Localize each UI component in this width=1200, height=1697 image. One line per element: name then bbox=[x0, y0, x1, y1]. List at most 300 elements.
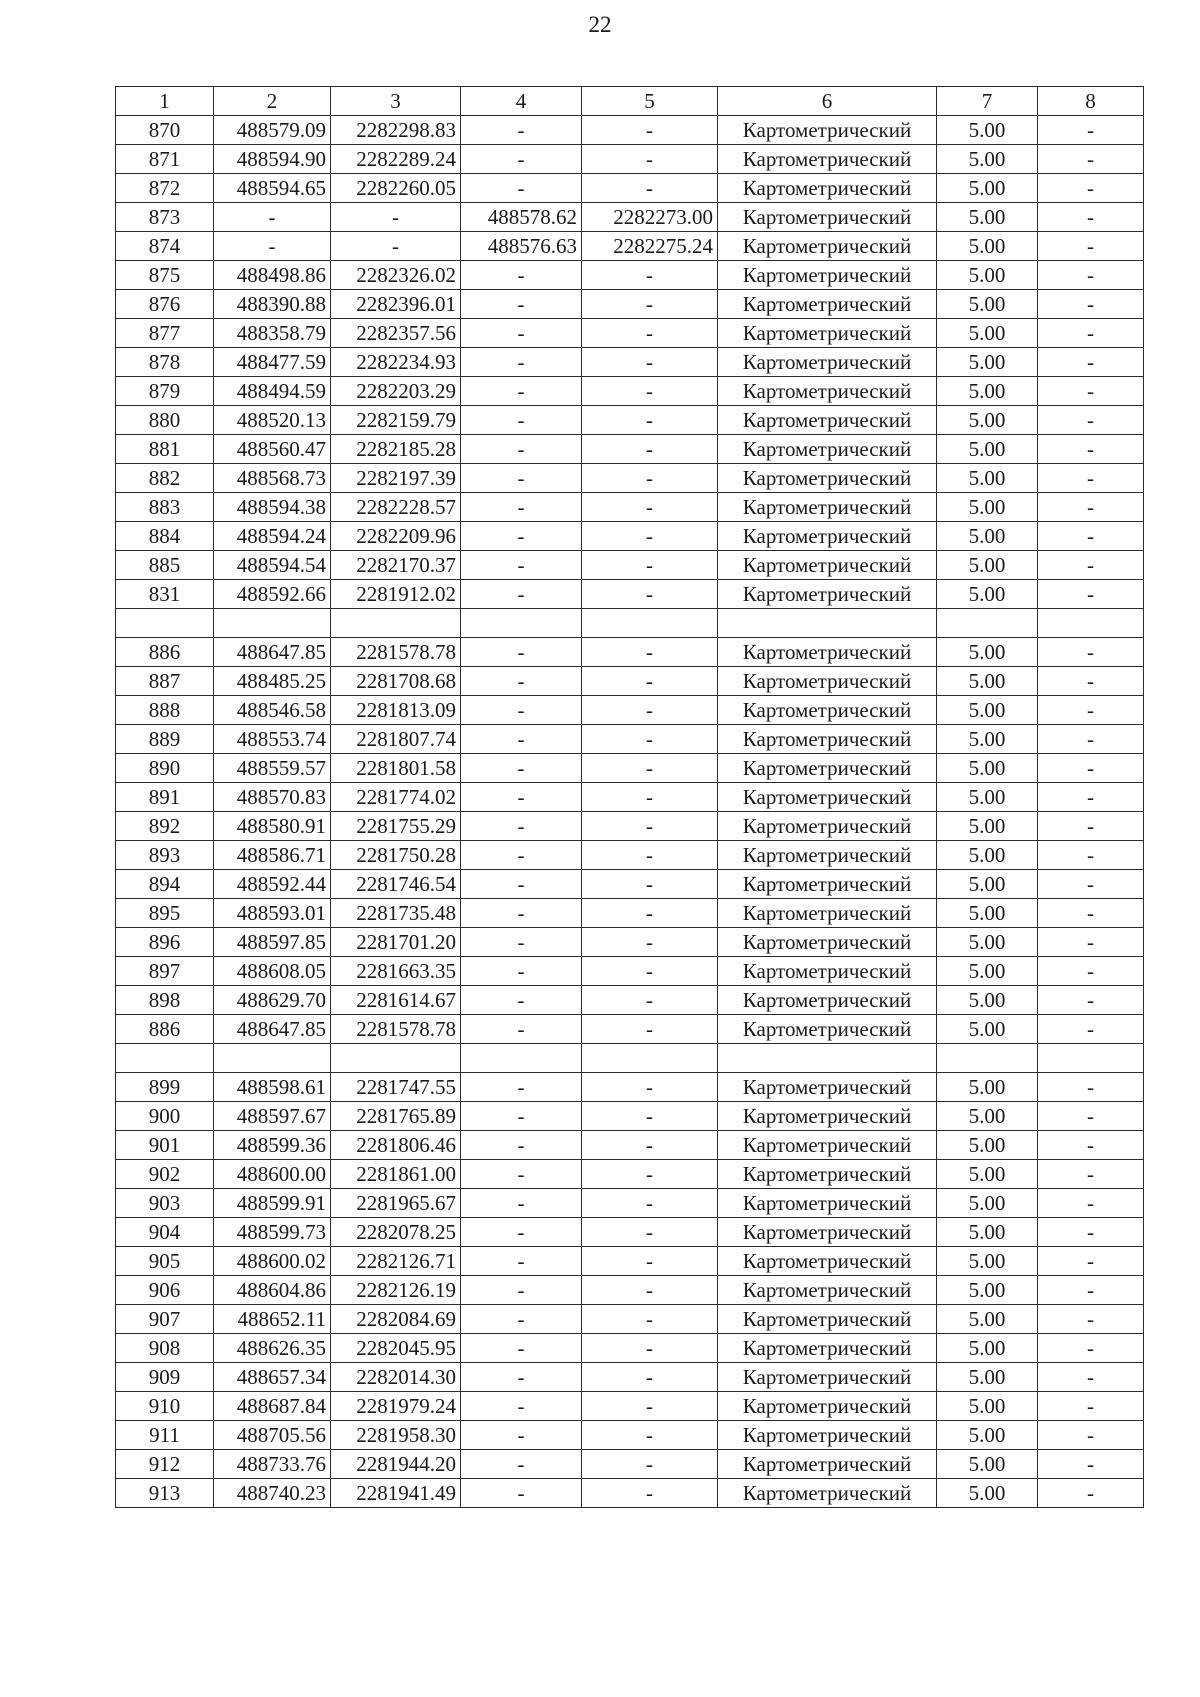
y-coordinate-cell: 2282228.57 bbox=[331, 493, 461, 522]
note-cell: - bbox=[1038, 1450, 1144, 1479]
accuracy-cell: 5.00 bbox=[937, 1392, 1038, 1421]
y-coordinate-cell: 2282014.30 bbox=[331, 1363, 461, 1392]
x-new-coordinate-cell: - bbox=[461, 841, 582, 870]
point-number-cell: 912 bbox=[116, 1450, 214, 1479]
point-number-cell: 890 bbox=[116, 754, 214, 783]
y-new-coordinate-cell: - bbox=[582, 551, 718, 580]
table-row bbox=[116, 1189, 1144, 1218]
x-new-coordinate-cell: - bbox=[461, 551, 582, 580]
point-number-cell: 911 bbox=[116, 1421, 214, 1450]
y-new-coordinate-cell: - bbox=[582, 174, 718, 203]
y-coordinate-cell: 2281912.02 bbox=[331, 580, 461, 609]
accuracy-cell: 5.00 bbox=[937, 464, 1038, 493]
y-new-coordinate-cell: - bbox=[582, 957, 718, 986]
table-row bbox=[116, 725, 1144, 754]
y-coordinate-cell: 2281965.67 bbox=[331, 1189, 461, 1218]
x-new-coordinate-cell: - bbox=[461, 174, 582, 203]
note-cell: - bbox=[1038, 1276, 1144, 1305]
y-new-coordinate-cell: - bbox=[582, 261, 718, 290]
table-row bbox=[116, 435, 1144, 464]
y-new-coordinate-cell: - bbox=[582, 1450, 718, 1479]
accuracy-cell: 5.00 bbox=[937, 580, 1038, 609]
y-coordinate-cell: 2281701.20 bbox=[331, 928, 461, 957]
note-cell: - bbox=[1038, 696, 1144, 725]
x-coordinate-cell: 488592.44 bbox=[214, 870, 331, 899]
accuracy-cell: 5.00 bbox=[937, 261, 1038, 290]
accuracy-cell: 5.00 bbox=[937, 522, 1038, 551]
x-new-coordinate-cell: - bbox=[461, 928, 582, 957]
note-cell: - bbox=[1038, 1392, 1144, 1421]
x-coordinate-cell: 488687.84 bbox=[214, 1392, 331, 1421]
x-new-coordinate-cell: - bbox=[461, 1392, 582, 1421]
accuracy-cell: 5.00 bbox=[937, 1334, 1038, 1363]
x-new-coordinate-cell: - bbox=[461, 522, 582, 551]
y-new-coordinate-cell: - bbox=[582, 1276, 718, 1305]
y-new-coordinate-cell: - bbox=[582, 899, 718, 928]
method-cell: Картометрический bbox=[718, 1189, 937, 1218]
y-coordinate-cell: 2281765.89 bbox=[331, 1102, 461, 1131]
y-coordinate-cell: 2282203.29 bbox=[331, 377, 461, 406]
method-cell: Картометрический bbox=[718, 406, 937, 435]
method-cell: Картометрический bbox=[718, 290, 937, 319]
method-cell: Картометрический bbox=[718, 754, 937, 783]
y-new-coordinate-cell: - bbox=[582, 725, 718, 754]
accuracy-cell: 5.00 bbox=[937, 1218, 1038, 1247]
method-cell: Картометрический bbox=[718, 1276, 937, 1305]
accuracy-cell: 5.00 bbox=[937, 870, 1038, 899]
y-new-coordinate-cell: - bbox=[582, 145, 718, 174]
method-cell: Картометрический bbox=[718, 1102, 937, 1131]
point-number-cell: 904 bbox=[116, 1218, 214, 1247]
x-new-coordinate-cell: - bbox=[461, 1218, 582, 1247]
x-coordinate-cell: 488568.73 bbox=[214, 464, 331, 493]
note-cell: - bbox=[1038, 580, 1144, 609]
x-coordinate-cell: 488594.90 bbox=[214, 145, 331, 174]
y-new-coordinate-cell: - bbox=[582, 1073, 718, 1102]
accuracy-cell: 5.00 bbox=[937, 638, 1038, 667]
note-cell: - bbox=[1038, 145, 1144, 174]
accuracy-cell: 5.00 bbox=[937, 1363, 1038, 1392]
table-row bbox=[116, 1392, 1144, 1421]
note-cell: - bbox=[1038, 551, 1144, 580]
note-cell: - bbox=[1038, 754, 1144, 783]
x-coordinate-cell: 488586.71 bbox=[214, 841, 331, 870]
x-coordinate-cell: 488546.58 bbox=[214, 696, 331, 725]
table-row bbox=[116, 986, 1144, 1015]
x-coordinate-cell: 488608.05 bbox=[214, 957, 331, 986]
y-new-coordinate-cell: - bbox=[582, 870, 718, 899]
x-coordinate-cell: 488494.59 bbox=[214, 377, 331, 406]
table-row bbox=[116, 1160, 1144, 1189]
y-coordinate-cell: 2282078.25 bbox=[331, 1218, 461, 1247]
table-row bbox=[116, 174, 1144, 203]
note-cell: - bbox=[1038, 957, 1144, 986]
table-row bbox=[116, 377, 1144, 406]
method-cell: Картометрический bbox=[718, 522, 937, 551]
x-coordinate-cell: 488626.35 bbox=[214, 1334, 331, 1363]
x-coordinate-cell: 488597.85 bbox=[214, 928, 331, 957]
table-row bbox=[116, 464, 1144, 493]
method-cell: Картометрический bbox=[718, 1160, 937, 1189]
y-new-coordinate-cell: - bbox=[582, 116, 718, 145]
point-number-cell: 874 bbox=[116, 232, 214, 261]
point-number-cell: 888 bbox=[116, 696, 214, 725]
table-row bbox=[116, 812, 1144, 841]
table-row bbox=[116, 1247, 1144, 1276]
x-coordinate-cell: 488604.86 bbox=[214, 1276, 331, 1305]
x-new-coordinate-cell: - bbox=[461, 1131, 582, 1160]
x-new-coordinate-cell: - bbox=[461, 1189, 582, 1218]
method-cell: Картометрический bbox=[718, 928, 937, 957]
point-number-cell: 906 bbox=[116, 1276, 214, 1305]
table-row bbox=[116, 667, 1144, 696]
x-new-coordinate-cell: - bbox=[461, 580, 582, 609]
accuracy-cell: 5.00 bbox=[937, 1479, 1038, 1508]
y-new-coordinate-cell: - bbox=[582, 1247, 718, 1276]
accuracy-cell: 5.00 bbox=[937, 1247, 1038, 1276]
x-coordinate-cell: 488705.56 bbox=[214, 1421, 331, 1450]
x-new-coordinate-cell: - bbox=[461, 754, 582, 783]
accuracy-cell: 5.00 bbox=[937, 667, 1038, 696]
method-cell: Картометрический bbox=[718, 174, 937, 203]
method-cell: Картометрический bbox=[718, 870, 937, 899]
note-cell: - bbox=[1038, 319, 1144, 348]
point-number-cell: 903 bbox=[116, 1189, 214, 1218]
x-new-coordinate-cell: - bbox=[461, 1450, 582, 1479]
note-cell: - bbox=[1038, 928, 1144, 957]
y-coordinate-cell: 2282298.83 bbox=[331, 116, 461, 145]
x-new-coordinate-cell: - bbox=[461, 435, 582, 464]
x-coordinate-cell: 488358.79 bbox=[214, 319, 331, 348]
x-coordinate-cell: 488599.91 bbox=[214, 1189, 331, 1218]
y-new-coordinate-cell: - bbox=[582, 319, 718, 348]
table-row bbox=[116, 290, 1144, 319]
y-coordinate-cell: 2281746.54 bbox=[331, 870, 461, 899]
table-row bbox=[116, 1334, 1144, 1363]
x-new-coordinate-cell: - bbox=[461, 1305, 582, 1334]
point-number-cell: 878 bbox=[116, 348, 214, 377]
point-number-cell: 886 bbox=[116, 638, 214, 667]
x-new-coordinate-cell: 488576.63 bbox=[461, 232, 582, 261]
note-cell: - bbox=[1038, 406, 1144, 435]
y-new-coordinate-cell bbox=[582, 1044, 718, 1073]
note-cell: - bbox=[1038, 870, 1144, 899]
method-cell: Картометрический bbox=[718, 1131, 937, 1160]
coordinates-table bbox=[115, 86, 1144, 1508]
point-number-cell: 910 bbox=[116, 1392, 214, 1421]
point-number-cell: 880 bbox=[116, 406, 214, 435]
y-coordinate-cell: 2282289.24 bbox=[331, 145, 461, 174]
y-coordinate-cell: 2281614.67 bbox=[331, 986, 461, 1015]
x-new-coordinate-cell: - bbox=[461, 1363, 582, 1392]
accuracy-cell bbox=[937, 609, 1038, 638]
y-new-coordinate-cell: - bbox=[582, 1160, 718, 1189]
x-coordinate-cell bbox=[214, 609, 331, 638]
x-coordinate-cell: 488594.65 bbox=[214, 174, 331, 203]
accuracy-cell: 5.00 bbox=[937, 1102, 1038, 1131]
method-cell: Картометрический bbox=[718, 551, 937, 580]
y-coordinate-cell: 2282170.37 bbox=[331, 551, 461, 580]
x-new-coordinate-cell: - bbox=[461, 377, 582, 406]
method-cell: Картометрический bbox=[718, 638, 937, 667]
y-new-coordinate-cell: - bbox=[582, 783, 718, 812]
accuracy-cell: 5.00 bbox=[937, 1276, 1038, 1305]
x-new-coordinate-cell bbox=[461, 609, 582, 638]
accuracy-cell: 5.00 bbox=[937, 812, 1038, 841]
x-coordinate-cell: 488580.91 bbox=[214, 812, 331, 841]
table-row bbox=[116, 1044, 1144, 1073]
note-cell: - bbox=[1038, 1102, 1144, 1131]
table-row bbox=[116, 580, 1144, 609]
y-coordinate-cell: 2282396.01 bbox=[331, 290, 461, 319]
note-cell: - bbox=[1038, 435, 1144, 464]
column-header: 2 bbox=[214, 87, 331, 116]
accuracy-cell: 5.00 bbox=[937, 1450, 1038, 1479]
x-coordinate-cell: 488579.09 bbox=[214, 116, 331, 145]
x-new-coordinate-cell: - bbox=[461, 1015, 582, 1044]
point-number-cell bbox=[116, 609, 214, 638]
y-new-coordinate-cell: 2282273.00 bbox=[582, 203, 718, 232]
table-header-row bbox=[116, 87, 1144, 116]
y-new-coordinate-cell: - bbox=[582, 1363, 718, 1392]
x-coordinate-cell: 488559.57 bbox=[214, 754, 331, 783]
note-cell: - bbox=[1038, 116, 1144, 145]
y-new-coordinate-cell: - bbox=[582, 1131, 718, 1160]
y-new-coordinate-cell: - bbox=[582, 1218, 718, 1247]
y-coordinate-cell: - bbox=[331, 232, 461, 261]
y-new-coordinate-cell: - bbox=[582, 290, 718, 319]
note-cell: - bbox=[1038, 986, 1144, 1015]
method-cell: Картометрический bbox=[718, 899, 937, 928]
y-new-coordinate-cell bbox=[582, 609, 718, 638]
point-number-cell: 882 bbox=[116, 464, 214, 493]
table-row bbox=[116, 1305, 1144, 1334]
x-coordinate-cell: 488594.54 bbox=[214, 551, 331, 580]
x-new-coordinate-cell: - bbox=[461, 1073, 582, 1102]
point-number-cell: 897 bbox=[116, 957, 214, 986]
y-coordinate-cell: 2281735.48 bbox=[331, 899, 461, 928]
table-row bbox=[116, 522, 1144, 551]
method-cell: Картометрический bbox=[718, 1015, 937, 1044]
accuracy-cell bbox=[937, 1044, 1038, 1073]
y-new-coordinate-cell: - bbox=[582, 580, 718, 609]
accuracy-cell: 5.00 bbox=[937, 754, 1038, 783]
x-coordinate-cell: 488733.76 bbox=[214, 1450, 331, 1479]
accuracy-cell: 5.00 bbox=[937, 290, 1038, 319]
table-row bbox=[116, 957, 1144, 986]
y-coordinate-cell: 2281750.28 bbox=[331, 841, 461, 870]
table-row bbox=[116, 1450, 1144, 1479]
x-new-coordinate-cell bbox=[461, 1044, 582, 1073]
x-coordinate-cell: 488647.85 bbox=[214, 1015, 331, 1044]
point-number-cell: 876 bbox=[116, 290, 214, 319]
x-coordinate-cell: 488592.66 bbox=[214, 580, 331, 609]
method-cell: Картометрический bbox=[718, 261, 937, 290]
note-cell bbox=[1038, 609, 1144, 638]
y-coordinate-cell: 2281708.68 bbox=[331, 667, 461, 696]
point-number-cell: 831 bbox=[116, 580, 214, 609]
point-number-cell: 872 bbox=[116, 174, 214, 203]
column-header: 4 bbox=[461, 87, 582, 116]
note-cell: - bbox=[1038, 493, 1144, 522]
table-row bbox=[116, 870, 1144, 899]
y-new-coordinate-cell: - bbox=[582, 493, 718, 522]
x-coordinate-cell: 488485.25 bbox=[214, 667, 331, 696]
x-new-coordinate-cell: - bbox=[461, 348, 582, 377]
x-coordinate-cell: 488647.85 bbox=[214, 638, 331, 667]
y-new-coordinate-cell: - bbox=[582, 1392, 718, 1421]
note-cell: - bbox=[1038, 1334, 1144, 1363]
point-number-cell: 902 bbox=[116, 1160, 214, 1189]
table-row bbox=[116, 1131, 1144, 1160]
accuracy-cell: 5.00 bbox=[937, 1189, 1038, 1218]
x-new-coordinate-cell: - bbox=[461, 1160, 582, 1189]
point-number-cell: 871 bbox=[116, 145, 214, 174]
note-cell: - bbox=[1038, 1189, 1144, 1218]
y-coordinate-cell: 2282126.19 bbox=[331, 1276, 461, 1305]
x-coordinate-cell: 488652.11 bbox=[214, 1305, 331, 1334]
method-cell: Картометрический bbox=[718, 957, 937, 986]
note-cell: - bbox=[1038, 1160, 1144, 1189]
note-cell: - bbox=[1038, 1479, 1144, 1508]
accuracy-cell: 5.00 bbox=[937, 1160, 1038, 1189]
table-row bbox=[116, 116, 1144, 145]
method-cell bbox=[718, 1044, 937, 1073]
table-row bbox=[116, 1479, 1144, 1508]
note-cell: - bbox=[1038, 638, 1144, 667]
accuracy-cell: 5.00 bbox=[937, 928, 1038, 957]
accuracy-cell: 5.00 bbox=[937, 1421, 1038, 1450]
method-cell: Картометрический bbox=[718, 348, 937, 377]
note-cell: - bbox=[1038, 783, 1144, 812]
accuracy-cell: 5.00 bbox=[937, 696, 1038, 725]
table-row bbox=[116, 406, 1144, 435]
y-coordinate-cell: 2282185.28 bbox=[331, 435, 461, 464]
x-new-coordinate-cell: - bbox=[461, 145, 582, 174]
table-row bbox=[116, 1218, 1144, 1247]
table-row bbox=[116, 348, 1144, 377]
table-row bbox=[116, 551, 1144, 580]
y-new-coordinate-cell: - bbox=[582, 522, 718, 551]
y-coordinate-cell: 2282126.71 bbox=[331, 1247, 461, 1276]
point-number-cell: 909 bbox=[116, 1363, 214, 1392]
point-number-cell: 898 bbox=[116, 986, 214, 1015]
point-number-cell: 907 bbox=[116, 1305, 214, 1334]
point-number-cell: 887 bbox=[116, 667, 214, 696]
x-coordinate-cell: 488520.13 bbox=[214, 406, 331, 435]
y-coordinate-cell: 2281578.78 bbox=[331, 1015, 461, 1044]
x-new-coordinate-cell: - bbox=[461, 696, 582, 725]
y-new-coordinate-cell: - bbox=[582, 986, 718, 1015]
method-cell: Картометрический bbox=[718, 377, 937, 406]
table-row bbox=[116, 638, 1144, 667]
y-coordinate-cell: 2281774.02 bbox=[331, 783, 461, 812]
x-coordinate-cell: 488599.36 bbox=[214, 1131, 331, 1160]
y-coordinate-cell: 2281941.49 bbox=[331, 1479, 461, 1508]
x-new-coordinate-cell: - bbox=[461, 725, 582, 754]
column-header: 3 bbox=[331, 87, 461, 116]
table-row bbox=[116, 928, 1144, 957]
point-number-cell: 895 bbox=[116, 899, 214, 928]
x-coordinate-cell: 488600.02 bbox=[214, 1247, 331, 1276]
table-row bbox=[116, 1073, 1144, 1102]
accuracy-cell: 5.00 bbox=[937, 1073, 1038, 1102]
accuracy-cell: 5.00 bbox=[937, 348, 1038, 377]
y-coordinate-cell: 2282209.96 bbox=[331, 522, 461, 551]
y-new-coordinate-cell: - bbox=[582, 667, 718, 696]
method-cell: Картометрический bbox=[718, 812, 937, 841]
x-new-coordinate-cell: - bbox=[461, 870, 582, 899]
y-new-coordinate-cell: - bbox=[582, 696, 718, 725]
y-new-coordinate-cell: - bbox=[582, 812, 718, 841]
accuracy-cell: 5.00 bbox=[937, 783, 1038, 812]
y-new-coordinate-cell: - bbox=[582, 928, 718, 957]
method-cell: Картометрический bbox=[718, 1073, 937, 1102]
table-row bbox=[116, 232, 1144, 261]
table-row bbox=[116, 319, 1144, 348]
note-cell: - bbox=[1038, 232, 1144, 261]
accuracy-cell: 5.00 bbox=[937, 986, 1038, 1015]
method-cell: Картометрический bbox=[718, 986, 937, 1015]
method-cell: Картометрический bbox=[718, 725, 937, 754]
y-coordinate-cell: 2282197.39 bbox=[331, 464, 461, 493]
y-new-coordinate-cell: - bbox=[582, 406, 718, 435]
method-cell: Картометрический bbox=[718, 232, 937, 261]
x-coordinate-cell: 488629.70 bbox=[214, 986, 331, 1015]
note-cell: - bbox=[1038, 1015, 1144, 1044]
x-coordinate-cell: 488600.00 bbox=[214, 1160, 331, 1189]
table-row bbox=[116, 841, 1144, 870]
method-cell: Картометрический bbox=[718, 1450, 937, 1479]
point-number-cell: 889 bbox=[116, 725, 214, 754]
note-cell: - bbox=[1038, 1073, 1144, 1102]
accuracy-cell: 5.00 bbox=[937, 841, 1038, 870]
y-coordinate-cell: 2281806.46 bbox=[331, 1131, 461, 1160]
y-new-coordinate-cell: - bbox=[582, 435, 718, 464]
y-new-coordinate-cell: 2282275.24 bbox=[582, 232, 718, 261]
note-cell: - bbox=[1038, 1131, 1144, 1160]
method-cell: Картометрический bbox=[718, 203, 937, 232]
method-cell: Картометрический bbox=[718, 1218, 937, 1247]
y-new-coordinate-cell: - bbox=[582, 1305, 718, 1334]
x-new-coordinate-cell: - bbox=[461, 1247, 582, 1276]
y-coordinate-cell: 2281755.29 bbox=[331, 812, 461, 841]
method-cell: Картометрический bbox=[718, 116, 937, 145]
accuracy-cell: 5.00 bbox=[937, 1131, 1038, 1160]
x-new-coordinate-cell: - bbox=[461, 464, 582, 493]
x-coordinate-cell: 488599.73 bbox=[214, 1218, 331, 1247]
x-coordinate-cell: 488390.88 bbox=[214, 290, 331, 319]
y-new-coordinate-cell: - bbox=[582, 1102, 718, 1131]
x-new-coordinate-cell: - bbox=[461, 1479, 582, 1508]
y-coordinate-cell: - bbox=[331, 203, 461, 232]
point-number-cell: 891 bbox=[116, 783, 214, 812]
note-cell bbox=[1038, 1044, 1144, 1073]
note-cell: - bbox=[1038, 667, 1144, 696]
column-header: 7 bbox=[937, 87, 1038, 116]
point-number-cell: 905 bbox=[116, 1247, 214, 1276]
y-new-coordinate-cell: - bbox=[582, 1421, 718, 1450]
method-cell: Картометрический bbox=[718, 580, 937, 609]
accuracy-cell: 5.00 bbox=[937, 551, 1038, 580]
point-number-cell: 899 bbox=[116, 1073, 214, 1102]
y-coordinate-cell: 2282045.95 bbox=[331, 1334, 461, 1363]
table-row bbox=[116, 1015, 1144, 1044]
method-cell: Картометрический bbox=[718, 464, 937, 493]
accuracy-cell: 5.00 bbox=[937, 203, 1038, 232]
y-new-coordinate-cell: - bbox=[582, 348, 718, 377]
method-cell: Картометрический bbox=[718, 1334, 937, 1363]
